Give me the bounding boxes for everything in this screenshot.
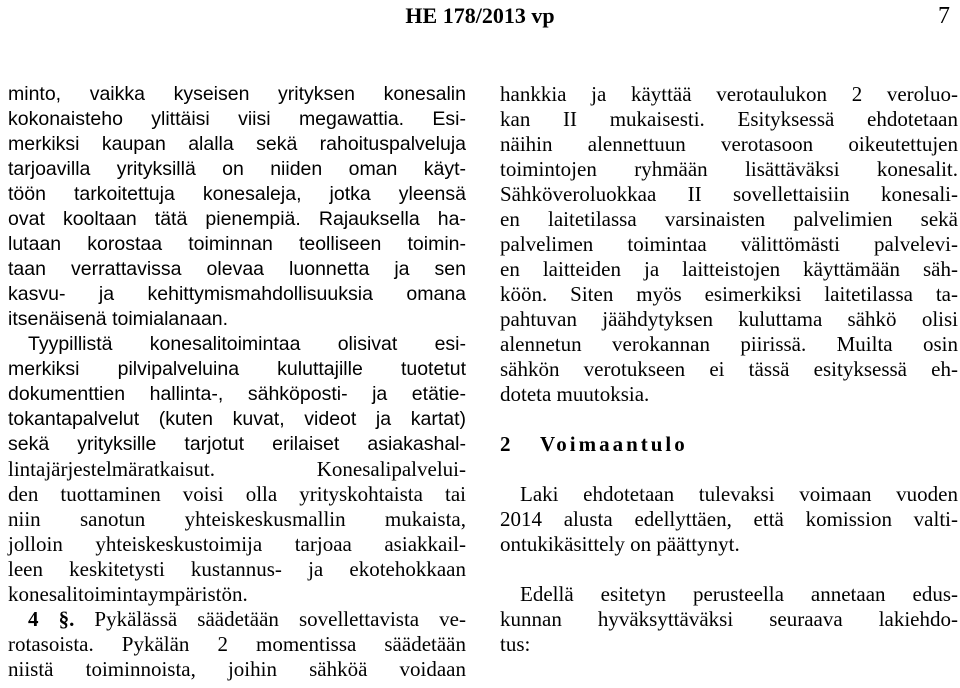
text-line: niin sanotun yhteiskeskusmallin mukaista, — [8, 507, 466, 531]
text-line: sekä yrityksille tarjotut erilaiset asiakashal- — [8, 433, 466, 455]
right-column — [500, 82, 958, 657]
left-column — [8, 82, 466, 682]
text-line: tarjoavilla yrityksillä on niiden oman käyt- — [8, 158, 466, 180]
section-title: Voimaantulo — [540, 432, 688, 456]
section-reference: 4 §. — [28, 607, 75, 631]
text-line: en laitteiden ja laitteistojen käyttämään säh- — [500, 257, 958, 281]
text-line: kunnan hyväksyttäväksi seuraava lakiehdo- — [500, 607, 958, 631]
text-line: doteta muutoksia. — [500, 382, 650, 406]
spacer — [500, 407, 958, 432]
spacer — [500, 557, 958, 582]
text-line — [8, 607, 466, 632]
text-line: tokantapalvelut (kuten kuvat, videot ja kartat) — [8, 408, 466, 430]
section-number: 2 — [500, 432, 511, 456]
text-line: konesalitoimintaympäristön. — [8, 582, 248, 606]
text-line: minto, vaikka kyseisen yrityksen konesalin — [8, 83, 466, 105]
text-line: en laitetilassa varsinaisten palvelimien sekä — [500, 207, 958, 231]
text-line: Tyypillistä konesalitoimintaa olisivat esi- — [28, 333, 466, 355]
text-line: ontukikäsittely on päättynyt. — [500, 532, 740, 556]
text-line: lutaan korostaa toiminnan teolliseen toimin- — [8, 233, 466, 255]
text-line: tus: — [500, 632, 531, 656]
text-line: sähkön verotukseen ei tässä esityksessä eh- — [500, 357, 958, 381]
text-line: palvelimen toimintaa välittömästi palvelevi- — [500, 232, 958, 256]
text-line: kasvu- ja kehittymismahdollisuuksia omana — [8, 283, 466, 305]
spacer — [500, 457, 958, 482]
text-line: den tuottaminen voisi olla yrityskohtaista tai — [8, 482, 466, 506]
document-header-title: HE 178/2013 vp — [405, 3, 555, 28]
page-number: 7 — [938, 3, 950, 29]
text-line: toimintojen ryhmään lisättäväksi konesalit. — [500, 157, 958, 181]
text-line: taan verrattavissa olevaa luonnetta ja sen — [8, 258, 466, 280]
text-line: Laki ehdotetaan tulevaksi voimaan vuoden — [520, 482, 958, 506]
text-line: dokumenttien hallinta-, sähköposti- ja etätie- — [8, 383, 466, 405]
text-fragment: Pykälässä säädetään sovellettavista ve- — [74, 607, 466, 631]
text-line: alennetun verokannan piirissä. Muilta osin — [500, 332, 958, 356]
text-line: Sähköveroluokkaa II sovellettaisiin konesali- — [500, 182, 958, 206]
text-line: ovat kooltaan tätä pienempiä. Rajauksella ha- — [8, 208, 466, 230]
text-line: leen keskitetysti kustannus- ja ekotehokkaan — [8, 557, 466, 581]
text-line: Edellä esitetyn perusteella annetaan edus- — [520, 582, 958, 606]
text-line: niistä toiminnoista, joihin sähköä voidaan — [8, 657, 466, 681]
text-line: pahtuvan jäähdytyksen kuluttama sähkö olisi — [500, 307, 958, 331]
text-line: merkiksi kaupan alalla sekä rahoituspalveluja — [8, 133, 466, 155]
section-heading — [500, 432, 958, 457]
text-line: itsenäisenä toimialanaan. — [8, 308, 229, 330]
text-line: hankkia ja käyttää verotaulukon 2 veroluo- — [500, 82, 958, 106]
text-line: 2014 alusta edellyttäen, että komission valti- — [500, 507, 958, 531]
text-line: kan II mukaisesti. Esityksessä ehdotetaan — [500, 107, 958, 131]
text-line: köön. Siten myös esimerkiksi laitetilassa ta- — [500, 282, 958, 306]
text-line: lintajärjestelmäratkaisut. Konesalipalvelui- — [8, 457, 466, 481]
text-line: näihin alennettuun verotasoon oikeutettujen — [500, 132, 958, 156]
text-line: jolloin yhteiskeskustoimija tarjoaa asiakkail- — [8, 532, 466, 556]
text-line: töön tarkoitettuja konesaleja, jotka yleensä — [8, 183, 466, 205]
text-line: merkiksi pilvipalveluina kuluttajille tuotetut — [8, 358, 466, 380]
text-line: rotasoista. Pykälän 2 momentissa säädetään — [8, 632, 466, 656]
text-line: kokonaisteho ylittäisi viisi megawattia. Esi- — [8, 108, 466, 130]
